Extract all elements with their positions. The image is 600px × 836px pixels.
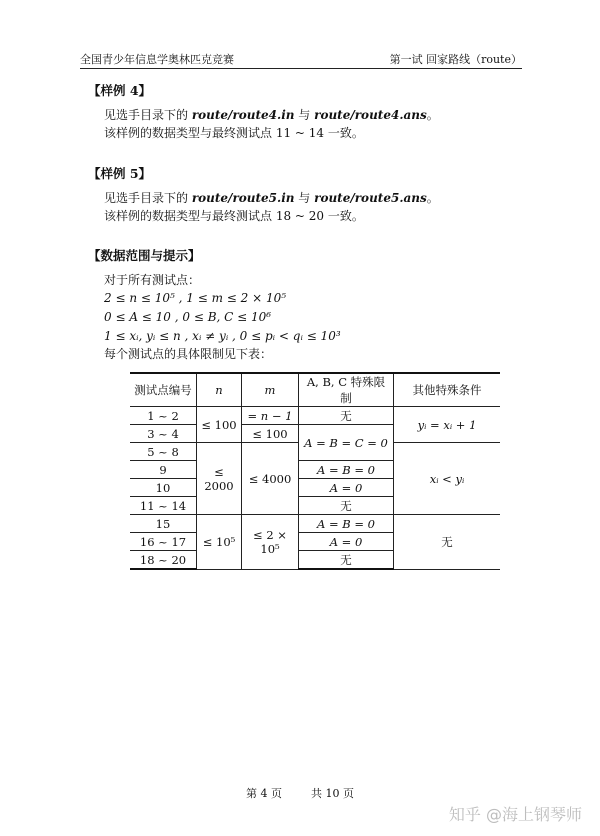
test-id-cell: 9 [130,461,197,479]
sample5-prefix: 见选手目录下的 [104,191,192,205]
test-id-cell: 3 ~ 4 [130,425,197,443]
other-condition-cell: 无 [394,515,501,570]
sample4-file-in: route/route4.in [191,108,295,122]
constraints-line2: 0 ≤ A ≤ 10 , 0 ≤ B, C ≤ 10⁶ [104,310,272,324]
abc-limit-cell: A = B = 0 [299,515,394,533]
sample5-mid: 与 [294,191,315,205]
abc-limit-cell: A = 0 [299,479,394,497]
m-limit-cell: ≤ 2 × 10⁵ [242,515,299,570]
test-id-cell: 10 [130,479,197,497]
table-header-row [130,373,500,407]
test-id-cell: 18 ~ 20 [130,551,197,570]
abc-limit-cell: 无 [299,497,394,515]
abc-limit-cell: 无 [299,407,394,425]
sample4-line1 [104,106,439,124]
test-id-cell: 15 [130,515,197,533]
test-id-cell: 16 ~ 17 [130,533,197,551]
constraints-title: 【数据范围与提示】 [88,248,201,263]
n-limit-cell: ≤ 2000 [197,443,242,515]
sample4-mid: 与 [294,108,315,122]
page-number: 第 4 页 [246,787,282,800]
sample4-end: 。 [426,108,439,122]
n-limit-cell: ≤ 100 [197,407,242,443]
other-condition-cell: xᵢ < yᵢ [394,443,501,515]
abc-limit-cell: A = B = C = 0 [299,425,394,461]
header-abc: A, B, C 特殊限制 [299,373,394,407]
watermark-text: 知乎 @海上钢琴师 [448,805,582,824]
abc-limit-cell: A = B = 0 [299,461,394,479]
abc-limit-cell: A = 0 [299,533,394,551]
abc-limit-cell: 无 [299,551,394,570]
page-total: 共 10 页 [311,787,354,800]
header-divider [80,68,522,69]
sample4-title: 【样例 4】 [88,83,152,98]
sample5-file-ans: route/route5.ans [314,191,427,205]
sample4-line2: 该样例的数据类型与最终测试点 11 ~ 14 一致。 [104,126,364,140]
header-problem-name: 第一试 回家路线（route） [389,53,522,66]
test-id-cell: 1 ~ 2 [130,407,197,425]
header-m: m [242,373,299,407]
m-limit-cell: ≤ 100 [242,425,299,443]
table-row [130,515,500,533]
header-contest-name: 全国青少年信息学奥林匹克竞赛 [80,53,234,66]
m-limit-cell: = n − 1 [242,407,299,425]
m-limit-cell: ≤ 4000 [242,443,299,515]
constraints-outro: 每个测试点的具体限制见下表： [104,347,273,361]
sample5-title: 【样例 5】 [88,166,152,181]
sample5-line1 [104,189,439,207]
header-n: n [197,373,242,407]
limits-table [130,372,500,570]
constraints-intro: 对于所有测试点： [104,273,201,287]
constraints-line3: 1 ≤ xᵢ, yᵢ ≤ n , xᵢ ≠ yᵢ , 0 ≤ pᵢ < qᵢ ≤ 10³ [104,329,341,343]
page-footer [0,785,600,801]
test-id-cell: 11 ~ 14 [130,497,197,515]
table-row [130,407,500,425]
sample5-end: 。 [426,191,439,205]
sample5-line2: 该样例的数据类型与最终测试点 18 ~ 20 一致。 [104,209,364,223]
sample4-file-ans: route/route4.ans [314,108,427,122]
sample4-prefix: 见选手目录下的 [104,108,192,122]
header-test-id: 测试点编号 [130,373,197,407]
other-condition-cell: yᵢ = xᵢ + 1 [394,407,501,443]
n-limit-cell: ≤ 10⁵ [197,515,242,570]
header-other: 其他特殊条件 [394,373,501,407]
sample5-file-in: route/route5.in [191,191,295,205]
constraints-line1: 2 ≤ n ≤ 10⁵ , 1 ≤ m ≤ 2 × 10⁵ [104,291,287,305]
test-id-cell: 5 ~ 8 [130,443,197,461]
